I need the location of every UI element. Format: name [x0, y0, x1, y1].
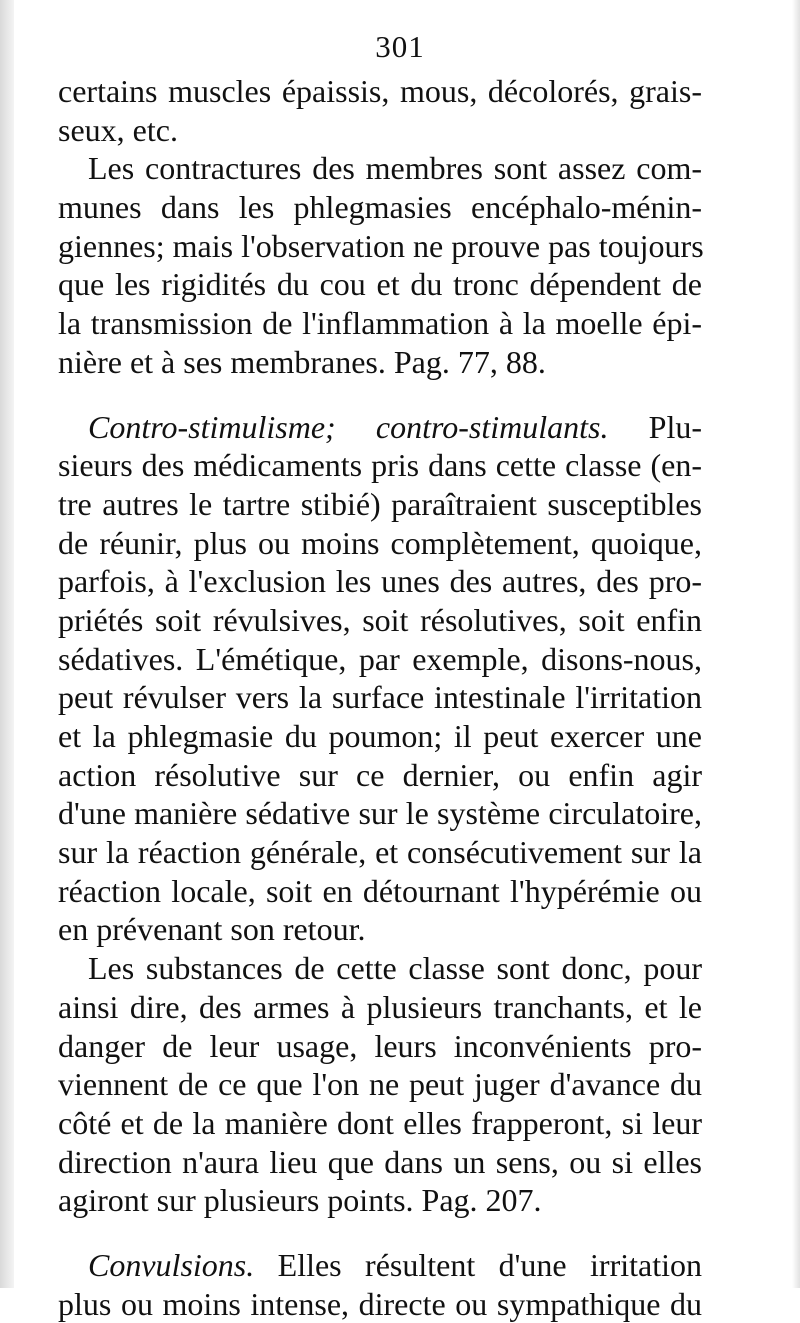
text-run: giennes; mais l'observation ne prouve pas toujours [58, 227, 704, 264]
text-run: parfois, à l'exclusion les unes des autres, des pro- [58, 563, 702, 600]
body-text [58, 72, 702, 1323]
text-line [58, 408, 702, 447]
text-run: direction n'aura lieu que dans un sens, ou si elles [58, 1143, 702, 1180]
paragraph-gap [58, 1220, 702, 1246]
text-line [58, 949, 702, 988]
text-run: action résolutive sur ce dernier, ou enfin agir [58, 756, 702, 793]
text-line [58, 188, 702, 227]
text-line [58, 149, 702, 188]
text-line [58, 265, 702, 304]
text-run: Les substances de cette classe sont donc, pour [88, 950, 702, 987]
text-run: Elles résultent d'une irritation [254, 1246, 702, 1283]
text-run: de réunir, plus ou moins complètement, quoique, [58, 524, 702, 561]
text-run: que les rigidités du cou et du tronc dépendent de [58, 266, 702, 303]
text-line [58, 1246, 702, 1285]
italic-term: Contro-stimulisme; contro-stimulants. [88, 408, 609, 445]
text-line [58, 343, 702, 382]
text-run: et la phlegmasie du poumon; il peut exercer une [58, 718, 702, 754]
text-run: plus ou moins intense, directe ou sympathique du [58, 1285, 702, 1322]
text-run: réaction locale, soit en détournant l'hypérémie ou [58, 872, 702, 909]
text-line [58, 1027, 702, 1066]
text-line [58, 562, 702, 601]
text-run: certains muscles épaissis, mous, décolorés, grais- [58, 73, 702, 109]
text-run: en prévenant son retour. [58, 911, 366, 948]
text-run: Les contractures des membres sont assez com- [88, 150, 702, 187]
text-line [58, 1285, 702, 1323]
text-run: priétés soit révulsives, soit résolutives, soit enfin [58, 601, 702, 638]
page-edge-right [792, 0, 800, 1288]
text-line [58, 72, 702, 111]
text-line [58, 833, 702, 872]
text-line [58, 1143, 702, 1182]
text-line [58, 794, 702, 833]
text-line [58, 872, 702, 911]
text-run: sur la réaction générale, et consécutivement sur la [58, 834, 702, 871]
text-line [58, 111, 702, 150]
text-run: sieurs des médicaments pris dans cette classe (en- [58, 447, 702, 484]
text-run: seux, etc. [58, 111, 178, 148]
text-run: côté et de la manière dont elles frapperont, si leur [58, 1104, 702, 1141]
text-run: munes dans les phlegmasies encéphalo-ménin- [58, 189, 702, 226]
text-line [58, 446, 702, 485]
text-line [58, 601, 702, 640]
text-run: la transmission de l'inflammation à la moelle épi- [58, 305, 702, 342]
page-edge-left [0, 0, 14, 1288]
text-run: viennent de ce que l'on ne peut juger d'avance du [58, 1066, 702, 1103]
page-number: 301 [375, 29, 425, 64]
text-run: Plu- [608, 408, 703, 445]
text-line [58, 988, 702, 1027]
text-line [58, 910, 702, 949]
text-line [58, 756, 702, 795]
text-run: d'une manière sédative sur le système circulatoire, [58, 795, 702, 832]
text-run: ainsi dire, des armes à plusieurs tranchants, et le [58, 988, 702, 1025]
text-run: sédatives. L'émétique, par exemple, disons-nous, [58, 640, 702, 677]
text-line [58, 1065, 702, 1104]
text-line [58, 227, 702, 266]
text-run: tre autres le tartre stibié) paraîtraient susceptibles [58, 485, 702, 522]
text-run: agiront sur plusieurs points. Pag. 207. [58, 1182, 542, 1219]
text-line [58, 717, 702, 756]
text-line [58, 1104, 702, 1143]
text-line [58, 524, 702, 563]
text-line [58, 678, 702, 717]
italic-term: Convulsions. [88, 1246, 255, 1283]
text-run: nière et à ses membranes. Pag. 77, 88. [58, 343, 546, 380]
text-run: peut révulser vers la surface intestinale l'irritation [58, 679, 702, 716]
text-run: danger de leur usage, leurs inconvénients pro- [58, 1027, 702, 1064]
text-line [58, 640, 702, 679]
paragraph-gap [58, 382, 702, 408]
text-line [58, 304, 702, 343]
text-line [58, 485, 702, 524]
text-line [58, 1181, 702, 1220]
